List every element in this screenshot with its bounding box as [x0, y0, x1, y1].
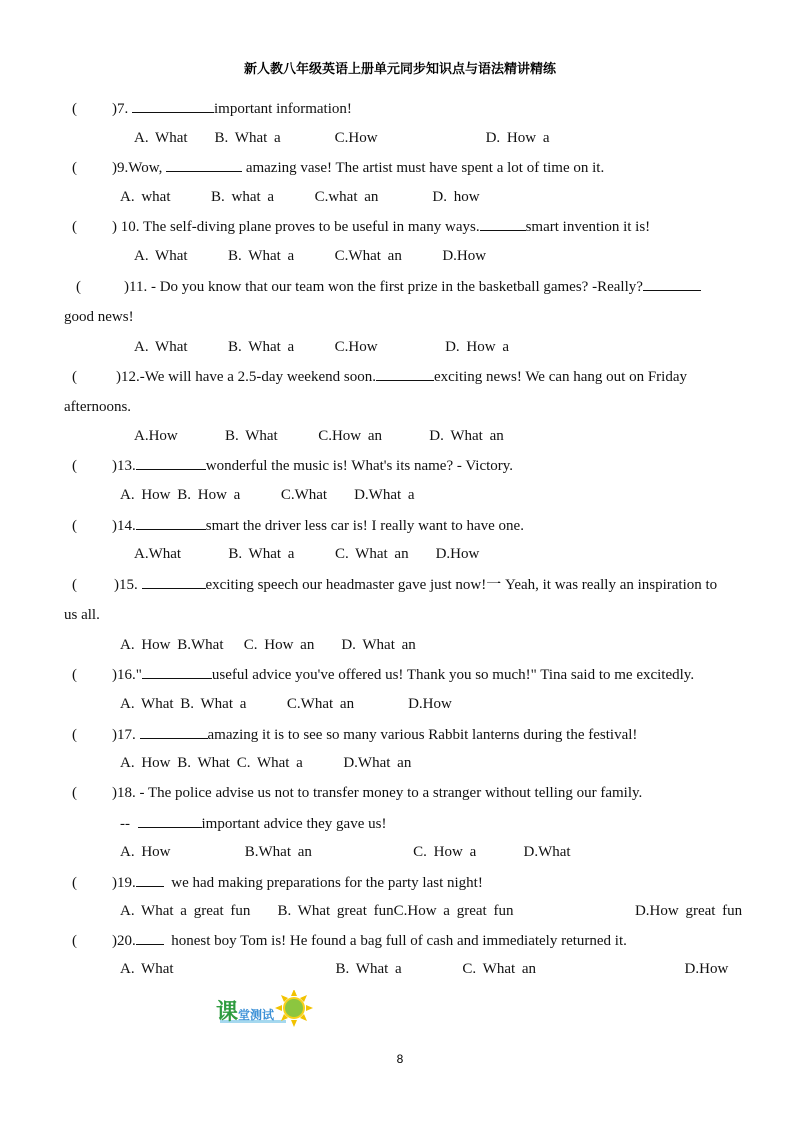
- question-10: ( ) 10. The self-diving plane proves to be useful in many ways. smart invention it is!: [72, 216, 650, 237]
- question-11: ( )11. - Do you know that our team won the first prize in the basketball games? -Really?: [76, 276, 701, 297]
- logo-text: 课堂测试: [216, 1000, 275, 1025]
- question-13: ( )13. wonderful the music is! What's its name? - Victory.: [72, 455, 513, 476]
- options-17: A. How B. What C. What a D.What an: [120, 755, 412, 771]
- question-9: ( )9.Wow, amazing vase! The artist must have spent a lot of time on it.: [72, 157, 604, 178]
- question-7: ( )7. important information!: [72, 98, 352, 119]
- question-12-cont: afternoons.: [64, 399, 132, 415]
- page-number: 8: [396, 1052, 404, 1066]
- answer-blank[interactable]: [142, 664, 212, 679]
- question-12: ( )12.-We will have a 2.5-day weekend soon. exciting news! We can hang out on Friday: [72, 366, 687, 387]
- options-15: A. How B.What C. How an D. What an: [120, 637, 416, 653]
- answer-blank[interactable]: [136, 515, 206, 530]
- options-13: A. How B. How a C.What D.What a: [120, 487, 415, 503]
- answer-blank[interactable]: [138, 813, 202, 828]
- question-15-cont: us all.: [64, 607, 100, 623]
- question-16: ( )16." useful advice you've offered us! Thank you so much!" Tina said to me excitedly.: [72, 664, 694, 685]
- options-9: A. what B. what a C.what an D. how: [120, 189, 480, 205]
- options-12: A.How B. What C.How an D. What an: [134, 428, 504, 444]
- options-14: A.What B. What a C. What an D.How: [134, 546, 480, 562]
- question-19: ( )19. we had making preparations for the party last night!: [72, 872, 483, 893]
- answer-blank[interactable]: [136, 455, 206, 470]
- answer-blank[interactable]: [140, 724, 208, 739]
- options-16: A. What B. What a C.What an D.How: [120, 696, 452, 712]
- options-18: A. How B.What an C. How a D.What: [120, 844, 571, 860]
- question-14: ( )14. smart the driver less car is! I really want to have one.: [72, 515, 524, 536]
- question-15: ( )15. exciting speech our headmaster gave just now!一 Yeah, it was really an inspiration to: [72, 574, 717, 595]
- options-19: A. What a great fun B. What great funC.How a great fun D.How great fun: [120, 903, 743, 919]
- answer-blank[interactable]: [136, 930, 164, 945]
- answer-blank[interactable]: [480, 216, 526, 231]
- answer-blank[interactable]: [132, 98, 214, 113]
- question-11-cont: good news!: [64, 309, 134, 325]
- question-17: ( )17. amazing it is to see so many various Rabbit lanterns during the festival!: [72, 724, 637, 745]
- page-header: 新人教八年级英语上册单元同步知识点与语法精讲精练: [243, 62, 556, 77]
- question-18: ( )18. - The police advise us not to transfer money to a stranger without telling our family.: [72, 785, 643, 801]
- answer-blank[interactable]: [376, 366, 434, 381]
- question-18-cont: -- important advice they gave us!: [120, 813, 386, 834]
- answer-blank[interactable]: [166, 157, 242, 172]
- question-20: ( )20. honest boy Tom is! He found a bag full of cash and immediately returned it.: [72, 930, 627, 951]
- answer-blank[interactable]: [142, 574, 206, 589]
- options-11: A. What B. What a C.How D. How a: [134, 339, 509, 355]
- answer-blank[interactable]: [136, 872, 164, 887]
- options-20: A. What B. What a C. What an D.How: [120, 961, 729, 977]
- answer-blank[interactable]: [643, 276, 701, 291]
- options-7: A. What B. What a C.How D. How a: [134, 130, 550, 146]
- options-10: A. What B. What a C.What an D.How: [134, 248, 487, 264]
